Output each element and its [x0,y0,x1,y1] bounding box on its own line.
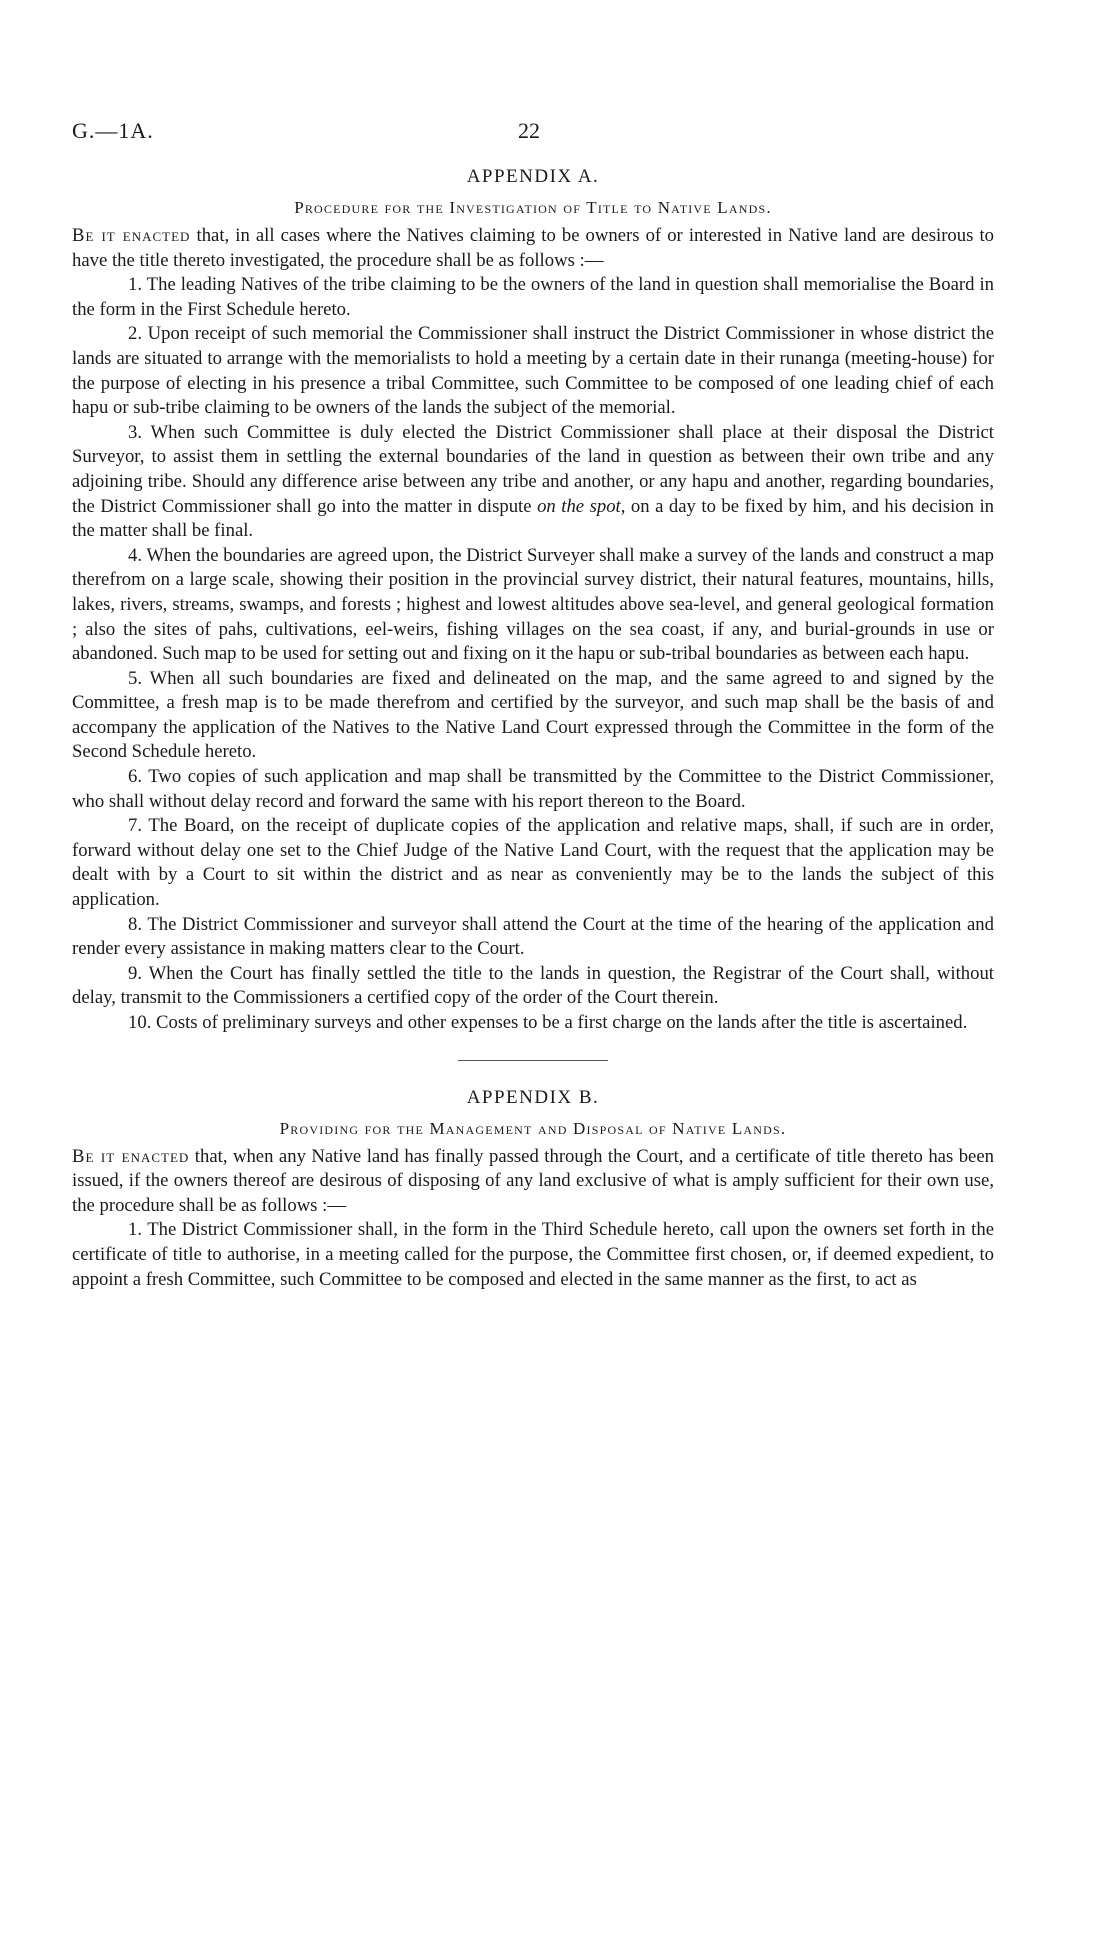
clause-2: 2. Upon receipt of such memorial the Commissioner shall instruct the District Commissioner in whose district the lands are situated to arrange with the memorialists to hold a meeting by a certain date in their runanga (meeting-house) for the purpose of electing in his presence a tribal Committee, such Committee to be composed of one leading chief of each hapu or sub-tribe claiming to be owners of the lands the subject of the memorial. [72,323,994,419]
clause-4: 4. When the boundaries are agreed upon, the District Surveyer shall make a survey of the lands and construct a map therefrom on a large scale, showing their position in the provincial survey district, their natural features, mountains, hills, lakes, rivers, streams, swamps, and forests ; highest and lowest altitudes above sea-level, and general geological formation ; also the sites of pahs, cultivations, eel-weirs, fishing villages on the sea coast, if any, and burial-grounds in use or abandoned. Such map to be used for setting out and fixing on it the hapu or sub-tribal boundaries as between each hapu. [72,544,994,665]
appendix-a [72,166,994,1036]
page-number: 22 [518,118,540,143]
clause-3 [72,421,994,544]
clause-8: 8. The District Commissioner and surveyor shall attend the Court at the time of the hearing of the application and render every assistance in making matters clear to the Court. [72,913,994,960]
clause-3-text-b: on a day to be fixed by him, and his decision in the matter shall be final. [72,495,995,542]
intro-text: that, in all cases where the Natives claiming to be owners of or interested in Native land are desirous to have the title thereto investigated, the procedure shall be as follows :— [72,225,994,271]
clause-3-text-a: 3. When such Committee is duly elected the District Commissioner shall place at their disposal the District Surveyor, to assist them in settling the external boundaries of the land in question as between their own tribe and any adjoining tribe. Should any difference arise between any tribe and another, or any hapu and another, regarding boundaries, the District Commissioner shall go into the matter in dispute [72,421,994,517]
clause-10: 10. Costs of preliminary surveys and other expenses to be a first charge on the lands after the title is ascertained. [128,1012,968,1033]
clause-1: 1. The leading Natives of the tribe claiming to be the owners of the land in question shall memorialise the Board in the form in the First Schedule hereto. [72,274,994,320]
clause-6: 6. Two copies of such application and map shall be transmitted by the Committee to the District Commissioner, who shall without delay record and forward the same with his report thereon to the Board. [72,766,994,812]
appendix-b-title: APPENDIX B. [466,1086,600,1108]
appendix-b-intro [72,1145,994,1219]
document-page [72,118,994,1292]
page-header [72,118,994,154]
enactment-lead: Be it enacted [72,1145,190,1167]
appendix-b-subtitle: Providing for the Management and Disposal of Native Lands. [279,1118,787,1138]
enactment-lead: Be it enacted [72,225,191,246]
clause-1: 1. The District Commissioner shall, in the form in the Third Schedule hereto, call upon the owners set forth in the certificate of title to authorise, in a meeting called for the purpose, the Committee first chosen, or, if deemed expedient, to appoint a fresh Committee, such Committee to be composed and elected in the same manner as the first, to act as [72,1219,994,1290]
clause-5: 5. When all such boundaries are fixed and delineated on the map, and the same agreed to and signed by the Committee, a fresh map is to be made therefrom and certified by the surveyor, and such map shall be the basis of and accompany the application of the Natives to the Native Land Court expressed through the Committee in the form of the Second Schedule hereto. [72,667,994,763]
clause-3-emphasis: on the spot, [537,495,626,517]
section-divider [458,1060,608,1061]
clause-7: 7. The Board, on the receipt of duplicate copies of the application and relative maps, shall, if such are in order, forward without delay one set to the Chief Judge of the Native Land Court, with the request that the application may be dealt with by a Court to sit within the district and as near as conveniently may be to the lands the subject of this application. [72,815,994,911]
appendix-a-intro [72,224,994,273]
appendix-a-subtitle: Procedure for the Investigation of Title to Native Lands. [294,198,772,217]
appendix-a-title: APPENDIX A. [466,166,600,187]
intro-text: that, when any Native land has finally passed through the Court, and a certificate of title thereto has been issued, if the owners thereof are desirous of disposing of any land exclusive of what is amply sufficient for their own use, the procedure shall be as follows :— [72,1145,994,1216]
paper-reference: G.—1A. [72,118,154,143]
clause-9: 9. When the Court has finally settled the title to the lands in question, the Registrar of the Court shall, without delay, transmit to the Commissioners a certified copy of the order of the Court therein. [72,962,994,1009]
appendix-b [72,1087,994,1293]
